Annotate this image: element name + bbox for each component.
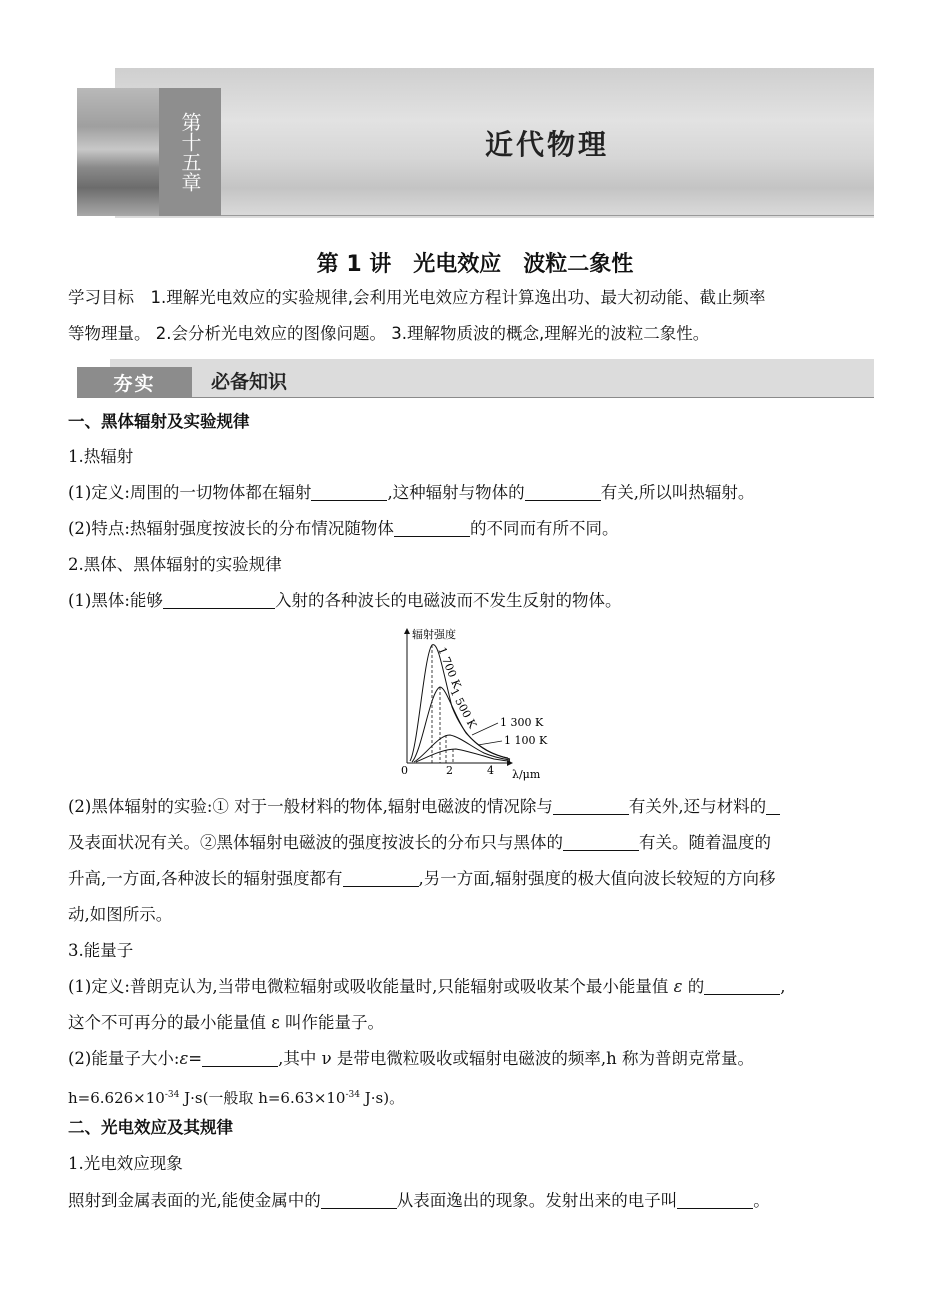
fill-blank[interactable] [321, 1191, 397, 1209]
tick-label-4: 4 [487, 764, 494, 777]
section-label: 必备知识 [211, 371, 288, 393]
fill-blank[interactable] [525, 483, 601, 501]
paragraph-experiment-1: (2)黑体辐射的实验:① 对于一般材料的物体,辐射电磁波的情况除与 有关外,还与材料的 [68, 789, 876, 825]
paragraph-quantum-def-2: 这个不可再分的最小能量值 ε 叫作能量子。 [68, 1013, 385, 1032]
curve-label-1100k: 1 100 K [504, 734, 548, 747]
curve-label-1500k: 1 500 K [447, 686, 480, 731]
paragraph-quantum-size: (2)能量子大小:ε= ,其中 ν 是带电微粒吸收或辐射电磁波的频率,h 称为普朗克常量。 [68, 1049, 755, 1068]
paragraph-experiment-3: 升高,一方面,各种波长的辐射强度都有 ,另一方面,辐射强度的极大值向波长较短的方向移 [68, 869, 776, 888]
paragraph-blackbody-def: (1)黑体:能够 入射的各种波长的电磁波而不发生反射的物体。 [68, 591, 622, 610]
learning-objectives-line-2: 等物理量。 2.会分析光电效应的图像问题。 3.理解物质波的概念,理解光的波粒二象性。 [68, 324, 710, 343]
blackbody-radiation-figure [398, 627, 558, 785]
chapter-number-tab [159, 88, 221, 216]
fill-blank[interactable] [394, 519, 470, 537]
chapter-title: 近代物理 [485, 128, 610, 161]
section-tab: 夯实 [77, 367, 192, 397]
heading-photoelectric: 二、光电效应及其规律 [68, 1118, 233, 1137]
item-thermal-radiation: 1.热辐射 [68, 447, 134, 466]
fill-blank[interactable] [704, 977, 780, 995]
tick-label-2: 2 [446, 764, 453, 777]
section-bar-divider [77, 397, 874, 398]
paragraph-experiment-2: 及表面状况有关。②黑体辐射电磁波的强度按波长的分布只与黑体的 有关。随着温度的 [68, 833, 771, 852]
curve-label-1300k: 1 300 K [500, 716, 544, 729]
x-axis-label: λ/μm [512, 768, 541, 781]
curve-1100k [416, 749, 510, 762]
lecture-title: 第 1 讲 光电效应 波粒二象性 [316, 252, 634, 277]
learning-objectives-line-1: 学习目标 1.理解光电效应的实验规律,会利用光电效应方程计算逸出功、最大初动能、截止频率 [68, 288, 766, 307]
fill-blank[interactable] [766, 797, 780, 815]
curve-label-1700k: 1 700 K [435, 645, 464, 691]
fill-blank[interactable] [677, 1191, 753, 1209]
paragraph-quantum-def: (1)定义:普朗克认为,当带电微粒辐射或吸收能量时,只能辐射或吸收某个最小能量值 ε 的 , [68, 977, 786, 996]
chapter-number: 第十五章 [178, 112, 202, 192]
fill-blank[interactable] [202, 1049, 278, 1067]
leader-line-1100k [478, 741, 502, 745]
paragraph-photoelectric: 照射到金属表面的光,能使金属中的 从表面逸出的现象。发射出来的电子叫 。 [68, 1191, 770, 1210]
paragraph-experiment-4: 动,如图所示。 [68, 905, 173, 924]
fill-blank[interactable] [563, 833, 639, 851]
chapter-banner [77, 68, 874, 218]
paragraph-feature: (2)特点:热辐射强度按波长的分布情况随物体 的不同而有所不同。 [68, 519, 619, 538]
curve-1300k [414, 735, 510, 762]
fill-blank[interactable] [343, 869, 419, 887]
fill-blank[interactable] [311, 483, 387, 501]
item-photoelectric-phenomenon: 1.光电效应现象 [68, 1154, 183, 1173]
tick-label-0: 0 [401, 764, 408, 777]
planck-constant: $h=6.626\times 10^{-34}$ J·s(一般取 $h=6.63\times 10^{-34}$ J·s)。 [68, 1089, 405, 1107]
item-quantum: 3.能量子 [68, 941, 134, 960]
item-blackbody-law: 2.黑体、黑体辐射的实验规律 [68, 555, 282, 574]
section-bar [77, 359, 874, 399]
paragraph-definition: (1)定义:周围的一切物体都在辐射 ,这种辐射与物体的 有关,所以叫热辐射。 [68, 483, 755, 502]
heading-blackbody: 一、黑体辐射及实验规律 [68, 412, 250, 431]
landscape-photo [77, 88, 159, 216]
fill-blank[interactable] [163, 591, 275, 609]
fill-blank[interactable] [553, 797, 629, 815]
y-axis-label: 辐射强度 [412, 628, 456, 641]
